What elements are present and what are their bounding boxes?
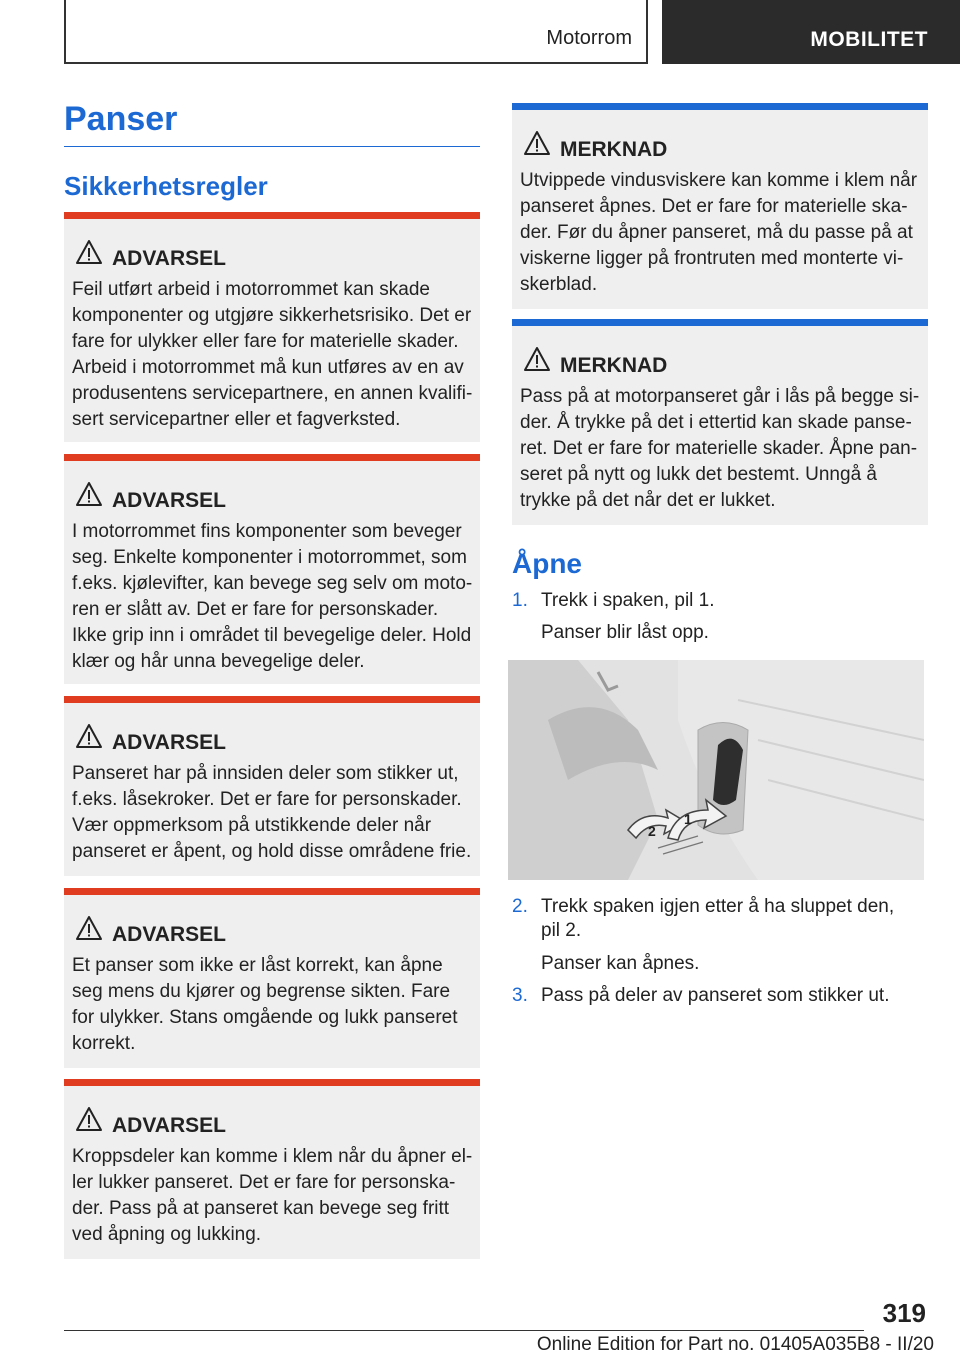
step-text: Pass på deler av panseret som stikker ut. <box>541 985 890 1006</box>
warning-text: Panseret har på innsiden deler som stikker ut, f.eks. låsekroker. Det er fare for personskader. Vær oppmerksom på utstikkende deler når panseret er åpent, og hold disse områdene frie. <box>72 763 472 862</box>
warning-title: ADVARSEL <box>112 247 226 270</box>
warning-triangle-icon <box>523 130 551 156</box>
header-section-tab <box>64 0 648 64</box>
header-section-title: Motorrom <box>546 27 632 49</box>
warning-title: ADVARSEL <box>112 1114 226 1137</box>
warning-title: ADVARSEL <box>112 489 226 512</box>
step-result: Panser kan åpnes. <box>541 953 700 974</box>
warning-box <box>64 454 480 684</box>
warning-text: Feil utført arbeid i motorrommet kan skade komponenter og utgjøre sikkerhetsrisiko. Det er fare for ulykker eller fare for materielle skader. Arbeid i motorrommet må kun utføres av en av produsentens servicepartnere, en annen kvalifi- sert servicepartner eller et fagverksted. <box>72 279 473 430</box>
step-number: 2. <box>512 896 528 917</box>
warning-box <box>64 888 480 1068</box>
svg-text:1: 1 <box>684 811 692 827</box>
warning-triangle-icon <box>523 346 551 372</box>
note-box <box>512 103 928 309</box>
warning-text: I motorrommet fins komponenter som beveger seg. Enkelte komponenter i motorrommet, som f.eks. kjølevifter, kan bevege seg selv om moto- ren er slått av. Det er fare for personskader. Ikke grip inn i området til bevegelige deler. Hold klær og hår unna bevegelige deler. <box>72 521 473 672</box>
note-title: MERKNAD <box>560 138 668 161</box>
warning-box <box>64 1079 480 1259</box>
warning-text: Et panser som ikke er låst korrekt, kan åpne seg mens du kjører og begrense sikten. Fare for ulykker. Stans omgående og lukk panseret korrekt. <box>72 955 458 1054</box>
warning-triangle-icon <box>75 1106 103 1132</box>
page-title: Panser <box>64 100 178 138</box>
header-chapter-title: MOBILITET <box>810 28 928 51</box>
warning-triangle-icon <box>75 239 103 265</box>
section-heading-open: Åpne <box>512 548 582 579</box>
warning-text: Kroppsdeler kan komme i klem når du åpner el- ler lukker panseret. Det er fare for personska- der. Pass på at panseret kan bevege seg fritt ved åpning og lukking. <box>72 1146 473 1245</box>
footer-divider <box>64 1330 864 1331</box>
warning-triangle-icon <box>75 481 103 507</box>
step-result: Panser blir låst opp. <box>541 622 709 643</box>
svg-text:2: 2 <box>648 823 656 839</box>
warning-triangle-icon <box>75 915 103 941</box>
step-number: 3. <box>512 985 528 1006</box>
footer-edition: Online Edition for Part no. 01405A035B8 - II/20 <box>536 1334 934 1355</box>
warning-title: ADVARSEL <box>112 923 226 946</box>
note-text: Utvippede vindusviskere kan komme i klem når panseret åpnes. Det er fare for materielle ska- der. Før du åpner panseret, må du passe på at viskerne ligger på frontruten med monterte vi- skerblad. <box>520 170 918 295</box>
section-subtitle: Sikkerhetsregler <box>64 171 268 201</box>
title-divider <box>64 146 480 147</box>
step-number: 1. <box>512 590 528 611</box>
step-text-continued: pil 2. <box>541 920 582 941</box>
note-box <box>512 319 928 525</box>
warning-triangle-icon <box>75 723 103 749</box>
hood-release-illustration <box>508 660 924 880</box>
warning-box <box>64 696 480 876</box>
warning-box <box>64 212 480 442</box>
page-number: 319 <box>882 1298 926 1328</box>
note-title: MERKNAD <box>560 354 668 377</box>
step-text: Trekk spaken igjen etter å ha sluppet den, <box>541 896 895 917</box>
warning-title: ADVARSEL <box>112 731 226 754</box>
header-chapter-tab <box>662 0 960 64</box>
note-text: Pass på at motorpanseret går i lås på begge si- der. Å trykke på det i ettertid kan skade panse- ret. Det er fare for materielle skader. Åpne pan- seret på nytt og lukk det bestemt. Unngå å trykke på det når det er lukket. <box>520 386 920 511</box>
step-text: Trekk i spaken, pil 1. <box>541 590 715 611</box>
